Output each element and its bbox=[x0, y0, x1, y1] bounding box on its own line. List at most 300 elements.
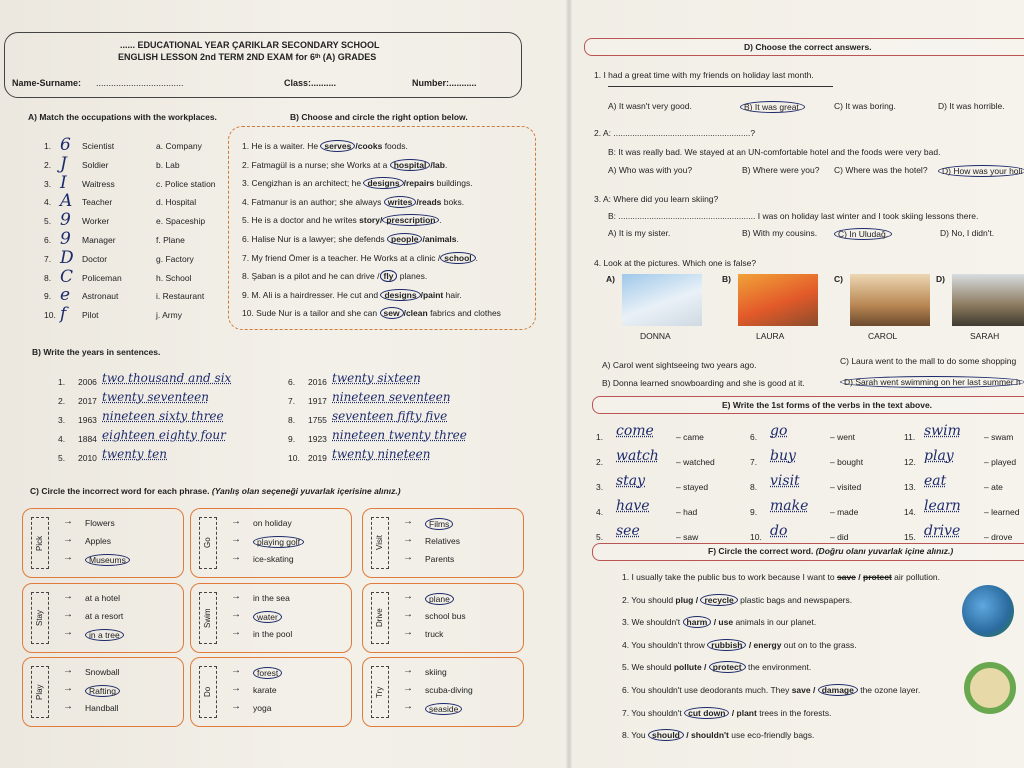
year-value: 2017 bbox=[78, 396, 97, 406]
picture-letter: D) bbox=[936, 274, 945, 284]
past-form: – ate bbox=[984, 482, 1003, 492]
answer-option[interactable]: B) Donna learned snowboarding and she is good at it. bbox=[602, 378, 805, 388]
phrase-option[interactable]: yoga bbox=[253, 703, 272, 713]
option-separator: / bbox=[430, 159, 433, 170]
answer-option[interactable]: C) Where was the hotel? bbox=[834, 165, 928, 175]
verb-label: Visit bbox=[371, 517, 389, 569]
option-one[interactable]: pollute bbox=[673, 662, 702, 673]
answer-option[interactable]: A) Who was with you? bbox=[608, 165, 693, 175]
occupation: Soldier bbox=[82, 159, 109, 170]
year-number: 8. bbox=[288, 415, 296, 425]
arrow-icon: → bbox=[231, 516, 241, 527]
year-written-answer[interactable]: seventeen fifty five bbox=[332, 409, 448, 423]
occupation: Pilot bbox=[82, 310, 99, 321]
match-answer[interactable]: f bbox=[60, 304, 67, 325]
name-field[interactable]: ................................... bbox=[96, 78, 184, 88]
year-number: 3. bbox=[58, 415, 66, 425]
year-number: 1. bbox=[58, 377, 66, 387]
occupation: Astronaut bbox=[82, 291, 119, 302]
verb-number: 5. bbox=[596, 532, 604, 542]
verb-label: Drive bbox=[371, 592, 389, 644]
section-b2-title: B) Write the years in sentences. bbox=[32, 347, 161, 357]
match-number: 7. bbox=[44, 253, 52, 264]
match-answer[interactable]: D bbox=[60, 247, 74, 268]
phrase-option[interactable]: Apples bbox=[85, 536, 111, 546]
sentence-end: air pollution. bbox=[891, 572, 941, 582]
d-q1: 1. I had a great time with my friends on holiday last month. bbox=[594, 70, 814, 80]
sentence-start: 2. You should bbox=[622, 594, 676, 605]
phrase-option[interactable]: Rafting bbox=[85, 685, 120, 697]
d-q2b: B: It was really bad. We stayed at an UN-comfortable hotel and the foods were very bad. bbox=[608, 147, 941, 157]
eco-sentence bbox=[622, 730, 814, 740]
arrow-icon: → bbox=[231, 534, 241, 545]
verb-number: 7. bbox=[750, 457, 758, 467]
verb-number: 3. bbox=[596, 482, 604, 492]
year-written-answer[interactable]: twenty sixteen bbox=[332, 371, 421, 385]
year-number: 9. bbox=[288, 434, 296, 444]
arrow-icon: → bbox=[63, 534, 73, 545]
verb-number: 10. bbox=[750, 532, 762, 542]
verb-number: 11. bbox=[904, 432, 916, 442]
answer-option[interactable]: D) No, I didn't. bbox=[940, 228, 995, 238]
verb-number: 4. bbox=[596, 507, 604, 517]
answer-option[interactable]: B) With my cousins. bbox=[742, 228, 818, 238]
phrase-option[interactable]: playing golf bbox=[253, 536, 304, 548]
workplace: b. Lab bbox=[156, 159, 180, 170]
d-q1-line bbox=[608, 86, 833, 87]
choice-sentence bbox=[242, 290, 462, 300]
arrow-icon: → bbox=[63, 627, 73, 638]
option-separator: / bbox=[810, 685, 818, 695]
year-written-answer[interactable]: twenty seventeen bbox=[102, 390, 209, 404]
option-two[interactable]: shouldn't bbox=[690, 730, 729, 741]
year-value: 1923 bbox=[308, 434, 327, 444]
sentence-start: 3. We shouldn't bbox=[622, 617, 683, 628]
phrase-option[interactable]: plane bbox=[425, 593, 454, 605]
option-one[interactable]: people bbox=[387, 233, 422, 245]
sentence-end: hair. bbox=[443, 289, 462, 300]
picture-letter: B) bbox=[722, 274, 731, 284]
sentence-start: 4. You shouldn't throw bbox=[622, 639, 708, 650]
picture-name: LAURA bbox=[756, 331, 785, 341]
verb-label: Go bbox=[199, 517, 217, 569]
arrow-icon: → bbox=[231, 665, 241, 676]
arrow-icon: → bbox=[63, 609, 73, 620]
sentence-end: fabrics and clothes bbox=[427, 308, 501, 319]
arrow-icon: → bbox=[63, 516, 73, 527]
option-one[interactable]: writes bbox=[384, 196, 417, 208]
option-separator: / bbox=[379, 215, 383, 226]
verb-number: 9. bbox=[750, 507, 758, 517]
occupation: Policeman bbox=[82, 272, 122, 283]
sentence-start: 3. Cengizhan is an architect; he bbox=[242, 178, 364, 189]
option-two[interactable]: prescription bbox=[382, 214, 439, 226]
phrase-option[interactable]: skiing bbox=[425, 667, 447, 677]
verb-label: Do bbox=[199, 666, 217, 718]
year-value: 2019 bbox=[308, 453, 327, 463]
phrase-option[interactable]: forest bbox=[253, 667, 282, 679]
option-separator: / bbox=[711, 617, 719, 628]
verb-label: Play bbox=[31, 666, 49, 718]
verb-number: 14. bbox=[904, 507, 916, 517]
sentence-start: 1. He is a waiter. He bbox=[242, 141, 321, 151]
phrase-option[interactable]: in a tree bbox=[85, 629, 124, 641]
match-number: 6. bbox=[44, 235, 52, 245]
eco-sentence bbox=[622, 595, 852, 605]
sentence-end: use eco-friendly bags. bbox=[728, 730, 815, 741]
sentence-start: 5. We should bbox=[622, 662, 674, 673]
answer-option[interactable]: A) Carol went sightseeing two years ago. bbox=[602, 360, 757, 370]
choice-sentence bbox=[242, 141, 408, 151]
phrase-option[interactable]: Parents bbox=[425, 554, 455, 564]
sentence-start: 6. You shouldn't use deodorants much. They bbox=[622, 685, 792, 695]
option-one[interactable]: serves bbox=[320, 140, 355, 152]
workplace: f. Plane bbox=[156, 235, 185, 245]
arrow-icon: → bbox=[403, 701, 413, 712]
answer-option[interactable]: C) In Uludağ. bbox=[834, 228, 892, 240]
phrase-option[interactable]: Films bbox=[425, 518, 453, 530]
match-answer[interactable]: 6 bbox=[60, 135, 71, 155]
workplace: i. Restaurant bbox=[156, 291, 205, 302]
option-separator: / bbox=[693, 594, 701, 605]
arrow-icon: → bbox=[403, 665, 413, 676]
verb-label: Pick bbox=[31, 517, 49, 569]
verb-label: Stay bbox=[31, 592, 49, 644]
past-form: – watched bbox=[676, 457, 715, 467]
phrase-option[interactable]: seaside bbox=[425, 703, 462, 715]
past-form: – visited bbox=[830, 482, 862, 492]
match-number: 9. bbox=[44, 291, 52, 302]
option-separator: / bbox=[746, 639, 754, 650]
number-label[interactable]: Number:........... bbox=[412, 78, 477, 88]
sentence-end: animals in our planet. bbox=[733, 617, 817, 628]
verb-number: 15. bbox=[904, 532, 916, 542]
option-one[interactable]: sew bbox=[380, 307, 404, 319]
eco-house-icon bbox=[964, 662, 1016, 714]
option-two[interactable]: protect bbox=[863, 572, 892, 582]
answer-option[interactable]: B) It was great. bbox=[740, 101, 805, 113]
base-form-answer[interactable]: stay bbox=[616, 473, 646, 489]
option-two[interactable]: recycle bbox=[700, 594, 737, 606]
holiday-photo bbox=[622, 274, 702, 326]
phrase-option[interactable]: school bus bbox=[425, 611, 466, 621]
answer-option[interactable]: C) Laura went to the mall to do some shopping bbox=[840, 356, 1017, 366]
d-q3a: 3. A: Where did you learn skiing? bbox=[594, 194, 719, 204]
option-two[interactable]: use bbox=[718, 617, 734, 628]
verb-box bbox=[22, 583, 184, 653]
year-value: 1884 bbox=[78, 434, 97, 444]
phrase-option[interactable]: karate bbox=[253, 685, 277, 695]
year-number: 10. bbox=[288, 453, 300, 463]
match-answer[interactable]: C bbox=[60, 266, 74, 287]
match-answer[interactable]: 9 bbox=[60, 210, 71, 231]
answer-option[interactable]: B) Where were you? bbox=[742, 165, 820, 175]
sentence-start: 10. Sude Nur is a tailor and she can bbox=[242, 308, 380, 319]
year-number: 4. bbox=[58, 434, 66, 444]
option-one[interactable]: hospital bbox=[390, 159, 431, 171]
match-answer[interactable]: I bbox=[60, 172, 67, 193]
base-form-answer[interactable]: buy bbox=[770, 448, 796, 464]
match-answer[interactable]: e bbox=[60, 285, 71, 306]
workplace: c. Police station bbox=[156, 178, 216, 189]
base-form-answer[interactable]: see bbox=[616, 523, 640, 539]
d-q3b: B: .......................................................... I was on holiday last winter and I took skiing lessons there. bbox=[608, 211, 979, 221]
verb-box bbox=[362, 657, 524, 727]
sentence-end: . bbox=[439, 215, 442, 226]
arrow-icon: → bbox=[63, 665, 73, 676]
choice-sentence bbox=[242, 197, 464, 207]
sentence-end: . bbox=[475, 252, 479, 263]
earth-recycle-icon bbox=[962, 585, 1014, 637]
match-number: 4. bbox=[44, 197, 52, 208]
match-answer[interactable]: A bbox=[60, 191, 73, 212]
option-one[interactable]: save bbox=[791, 685, 811, 695]
choice-sentence bbox=[242, 253, 478, 263]
exam-title: ENGLISH LESSON 2nd TERM 2ND EXAM for 6ᵗʰ (A) GRADES bbox=[118, 52, 377, 62]
choice-sentence bbox=[242, 178, 473, 188]
holiday-photo bbox=[850, 274, 930, 326]
workplace: h. School bbox=[156, 272, 192, 283]
base-form-answer[interactable]: learn bbox=[924, 498, 961, 514]
arrow-icon: → bbox=[403, 534, 413, 545]
picture-letter: C) bbox=[834, 274, 843, 284]
sentence-start: 9. M. Ali is a hairdresser. He cut and bbox=[242, 289, 381, 300]
picture-name: DONNA bbox=[640, 331, 671, 341]
option-one[interactable]: rubbish bbox=[707, 639, 746, 651]
past-form: – saw bbox=[676, 532, 699, 542]
year-written-answer[interactable]: eighteen eighty four bbox=[102, 428, 226, 442]
sentence-start: 7. You shouldn't bbox=[622, 707, 685, 718]
year-value: 1963 bbox=[78, 415, 97, 425]
base-form-answer[interactable]: drive bbox=[924, 523, 961, 539]
option-one[interactable]: story bbox=[359, 215, 380, 226]
past-form: – played bbox=[984, 457, 1017, 467]
phrase-option[interactable]: ice-skating bbox=[253, 554, 294, 564]
workplace: e. Spaceship bbox=[156, 216, 206, 227]
base-form-answer[interactable]: go bbox=[770, 423, 788, 439]
option-separator: / bbox=[355, 141, 358, 151]
choice-sentence bbox=[242, 160, 447, 170]
match-answer[interactable]: 9 bbox=[60, 229, 71, 249]
eco-sentence bbox=[622, 572, 940, 582]
option-two[interactable]: clean bbox=[405, 308, 428, 319]
arrow-icon: → bbox=[403, 591, 413, 602]
workplace: d. Hospital bbox=[156, 197, 197, 208]
picture-name: CAROL bbox=[868, 331, 898, 341]
option-two[interactable]: paint bbox=[422, 289, 444, 300]
year-written-answer[interactable]: nineteen seventeen bbox=[332, 390, 451, 404]
past-form: – went bbox=[830, 432, 856, 442]
base-form-answer[interactable]: do bbox=[770, 523, 788, 539]
base-form-answer[interactable]: eat bbox=[924, 473, 947, 489]
option-one[interactable]: designs bbox=[363, 177, 403, 189]
verb-box bbox=[190, 508, 352, 578]
base-form-answer[interactable]: have bbox=[616, 498, 650, 514]
answer-option[interactable]: D) Sarah went swimming on her last summer h bbox=[840, 376, 1024, 388]
option-two[interactable]: protect bbox=[709, 661, 746, 673]
phrase-option[interactable]: Museums bbox=[85, 554, 130, 566]
sentence-start: 4. Fatmanur is an author; she always bbox=[242, 196, 384, 207]
sentence-start: 2. Fatmagül is a nurse; she Works at a bbox=[242, 159, 390, 170]
eco-sentence bbox=[622, 708, 832, 718]
match-number: 8. bbox=[44, 272, 52, 283]
match-number: 10. bbox=[44, 310, 56, 321]
sentence-end: boks. bbox=[441, 196, 465, 207]
sentence-end: the environment. bbox=[745, 662, 812, 673]
past-form: – drove bbox=[984, 532, 1013, 542]
past-form: – stayed bbox=[676, 482, 709, 492]
year-number: 2. bbox=[58, 396, 66, 406]
phrase-option[interactable]: Handball bbox=[85, 703, 119, 713]
section-b1-title: B) Choose and circle the right option below. bbox=[290, 112, 468, 122]
option-separator: / bbox=[701, 662, 709, 673]
option-one[interactable]: cut down bbox=[684, 707, 729, 719]
sentence-start: 8. You bbox=[622, 730, 649, 741]
option-two[interactable]: cooks bbox=[357, 141, 383, 151]
school-title: ...... EDUCATIONAL YEAR ÇARIKLAR SECONDARY SCHOOL bbox=[120, 40, 380, 50]
base-form-answer[interactable]: make bbox=[770, 498, 809, 514]
sentence-end: trees in the forests. bbox=[756, 707, 832, 718]
choice-sentence bbox=[242, 215, 442, 225]
picture-name: SARAH bbox=[970, 331, 1000, 341]
section-a-title: A) Match the occupations with the workplaces. bbox=[28, 112, 217, 122]
sentence-end: buildings. bbox=[434, 178, 473, 189]
verb-label: Try bbox=[371, 666, 389, 718]
phrase-option[interactable]: truck bbox=[425, 629, 444, 639]
sentence-start: 6. Halise Nur is a lawyer; she defends bbox=[242, 234, 388, 244]
option-one[interactable]: save bbox=[836, 572, 856, 582]
arrow-icon: → bbox=[403, 609, 413, 620]
arrow-icon: → bbox=[63, 552, 73, 563]
holiday-photo bbox=[738, 274, 818, 326]
phrase-option[interactable]: Relatives bbox=[425, 536, 460, 546]
base-form-answer[interactable]: play bbox=[924, 448, 954, 464]
answer-option[interactable]: C) It was boring. bbox=[834, 101, 896, 111]
workplace: g. Factory bbox=[156, 253, 194, 264]
verb-box bbox=[362, 508, 524, 578]
phrase-option[interactable]: at a hotel bbox=[85, 593, 120, 603]
option-two[interactable]: plant bbox=[736, 707, 757, 718]
option-two[interactable]: lab bbox=[432, 159, 445, 170]
base-form-answer[interactable]: visit bbox=[770, 473, 800, 489]
phrase-option[interactable]: in the sea bbox=[253, 593, 290, 603]
year-value: 2016 bbox=[308, 377, 327, 387]
picture-letter: A) bbox=[606, 274, 615, 284]
option-separator: / bbox=[683, 730, 691, 741]
year-written-answer[interactable]: nineteen twenty three bbox=[332, 428, 467, 442]
option-two[interactable]: fly bbox=[380, 270, 398, 282]
choice-sentence bbox=[242, 308, 501, 318]
option-one[interactable]: designs bbox=[380, 289, 420, 301]
sentence-end: . bbox=[456, 234, 459, 244]
occupation: Scientist bbox=[82, 141, 115, 151]
page-fold bbox=[566, 0, 572, 768]
occupation: Worker bbox=[82, 216, 110, 227]
sentence-end: . bbox=[444, 159, 448, 170]
option-one[interactable]: harm bbox=[683, 616, 712, 628]
verb-number: 12. bbox=[904, 457, 916, 467]
verb-box bbox=[190, 583, 352, 653]
answer-option[interactable]: A) It wasn't very good. bbox=[608, 101, 692, 111]
option-separator: / bbox=[420, 289, 423, 300]
class-label[interactable]: Class:.......... bbox=[284, 78, 337, 88]
year-number: 5. bbox=[58, 453, 66, 463]
option-one[interactable]: should bbox=[648, 729, 684, 741]
year-written-answer[interactable]: two thousand and six bbox=[102, 371, 232, 385]
option-two[interactable]: animals bbox=[424, 234, 457, 244]
year-written-answer[interactable]: nineteen sixty three bbox=[102, 409, 224, 423]
verb-box bbox=[22, 657, 184, 727]
past-form: – did bbox=[830, 532, 849, 542]
sentence-end: out on to the grass. bbox=[781, 639, 857, 650]
year-written-answer[interactable]: twenty nineteen bbox=[332, 447, 431, 461]
option-two[interactable]: repairs bbox=[405, 178, 435, 189]
arrow-icon: → bbox=[403, 552, 413, 563]
eco-sentence bbox=[622, 662, 811, 672]
match-number: 1. bbox=[44, 141, 52, 151]
option-two[interactable]: reads bbox=[418, 196, 442, 207]
verb-number: 8. bbox=[750, 482, 758, 492]
past-form: – made bbox=[830, 507, 859, 517]
arrow-icon: → bbox=[403, 683, 413, 694]
arrow-icon: → bbox=[63, 683, 73, 694]
phrase-option[interactable]: Snowball bbox=[85, 667, 120, 677]
base-form-answer[interactable]: swim bbox=[924, 423, 961, 439]
year-written-answer[interactable]: twenty ten bbox=[102, 447, 167, 461]
choice-sentence bbox=[242, 271, 427, 281]
verb-box bbox=[22, 508, 184, 578]
past-form: – bought bbox=[830, 457, 864, 467]
match-answer[interactable]: J bbox=[60, 153, 67, 174]
arrow-icon: → bbox=[231, 591, 241, 602]
option-two[interactable]: energy bbox=[753, 639, 782, 650]
section-e-title: E) Write the 1st forms of the verbs in the text above. bbox=[722, 400, 933, 410]
option-separator: / bbox=[422, 234, 425, 244]
phrase-option[interactable]: at a resort bbox=[85, 611, 124, 621]
option-two[interactable]: school bbox=[440, 252, 475, 264]
phrase-option[interactable]: in the pool bbox=[253, 629, 293, 639]
option-separator: / bbox=[403, 178, 406, 189]
answer-option[interactable]: A) It is my sister. bbox=[608, 228, 671, 238]
base-form-answer[interactable]: watch bbox=[616, 448, 659, 464]
occupation: Waitress bbox=[82, 178, 115, 189]
phrase-option[interactable]: scuba-diving bbox=[425, 685, 473, 695]
sentence-start: 7. My friend Ömer is a teacher. He Works at a clinic / bbox=[242, 252, 441, 263]
section-d-title: D) Choose the correct answers. bbox=[744, 42, 872, 52]
sentence-end: the ozone layer. bbox=[857, 685, 921, 695]
arrow-icon: → bbox=[231, 701, 241, 712]
sentence-start: 5. He is a doctor and he writes bbox=[242, 215, 360, 226]
d-q2a: 2. A: ..........................................................? bbox=[594, 128, 756, 138]
phrase-option[interactable]: on holiday bbox=[253, 518, 292, 528]
arrow-icon: → bbox=[403, 627, 413, 638]
year-value: 1755 bbox=[308, 415, 327, 425]
answer-option[interactable]: D) How was your holi bbox=[938, 165, 1024, 177]
sentence-end: plastic bags and newspapers. bbox=[737, 594, 853, 605]
arrow-icon: → bbox=[231, 627, 241, 638]
workplace: j. Army bbox=[156, 310, 182, 321]
phrase-option[interactable]: Flowers bbox=[85, 518, 115, 528]
arrow-icon: → bbox=[63, 701, 73, 712]
sentence-end: foods. bbox=[382, 141, 408, 151]
phrase-option[interactable]: water bbox=[253, 611, 282, 623]
base-form-answer[interactable]: come bbox=[616, 423, 654, 439]
option-two[interactable]: damage bbox=[818, 684, 858, 696]
option-one[interactable]: plug bbox=[675, 594, 694, 605]
match-number: 2. bbox=[44, 159, 52, 170]
answer-option[interactable]: D) It was horrible. bbox=[938, 101, 1005, 111]
arrow-icon: → bbox=[231, 552, 241, 563]
